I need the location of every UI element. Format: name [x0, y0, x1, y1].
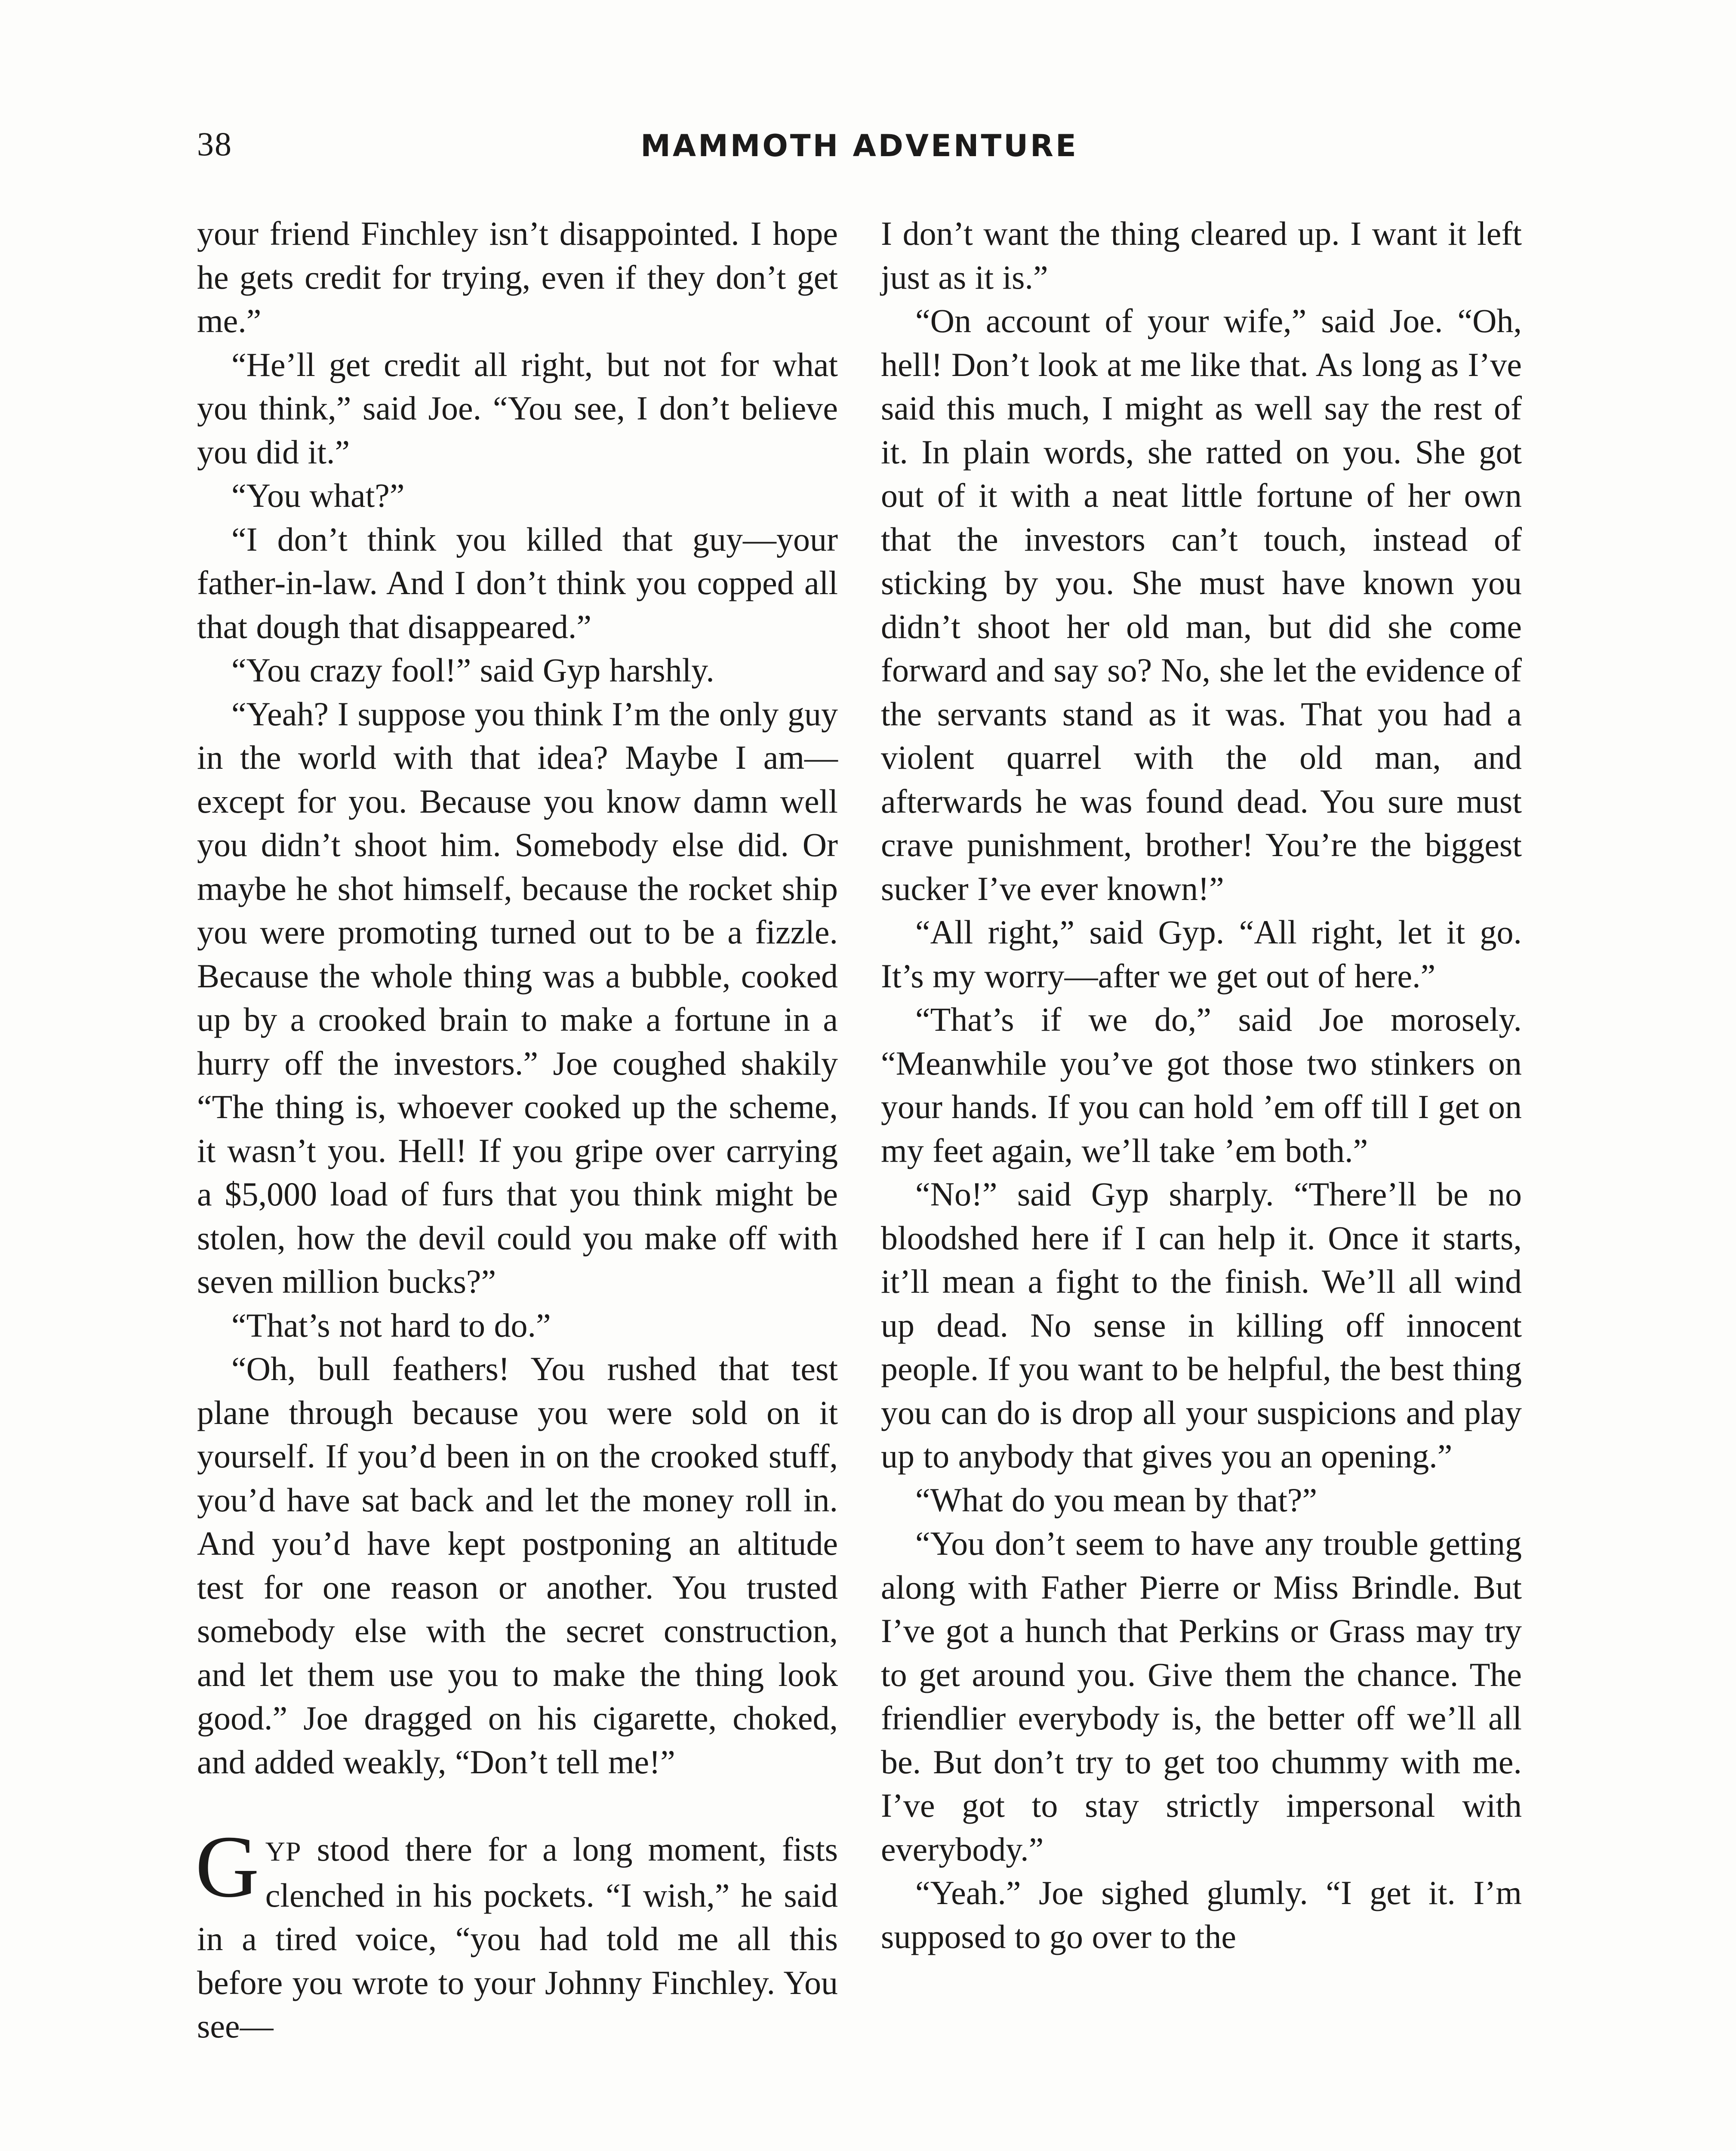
page-header — [197, 120, 1522, 172]
paragraph: “All right,” said Gyp. “All right, let it go. It’s my worry—after we get out of here.” — [881, 913, 1522, 995]
paragraph: “You crazy fool!” said Gyp harshly. — [231, 651, 714, 689]
page-number: 38 — [197, 125, 232, 163]
paragraph: “He’ll get credit all right, but not for what you think,” said Joe. “You see, I don’t believe you did it.” — [197, 345, 838, 471]
paragraph: “You what?” — [231, 477, 405, 514]
running-head: MAMMOTH ADVENTURE — [640, 128, 1078, 163]
paragraph: “No!” said Gyp sharply. “There’ll be no bloodshed here if I can help it. Once it starts, it’ll mean a fight to the finish. We’ll all wind up dead. No sense in killing off innocent people. If you want to be helpful, the best thing you can do is drop all your suspicions and play up to anybody that gives you an opening.” — [881, 1175, 1522, 1475]
paragraph: “You don’t seem to have any trouble getting along with Father Pierre or Miss Brindle. But I’ve got a hunch that Perkins or Grass may try to get around you. Give them the chance. The friendlier everybody is, the better off we’ll all be. But don’t try to get too chummy with me. I’ve got to stay strictly impersonal with everybody.” — [881, 1525, 1522, 1868]
left-column — [197, 212, 838, 2048]
paragraph: your friend Finchley isn’t disappointed. I hope he gets credit for trying, even if they don’t get me.” — [197, 215, 838, 339]
right-column — [881, 212, 1522, 1958]
paragraph: “Oh, bull feathers! You rushed that test plane through because you were sold on it yourself. If you’d been in on the crooked stuff, you’d have sat back and let the money roll in. And you’d have kept postponing an altitude test for one reason or another. You trusted somebody else with the secret construction, and let them use you to make the thing look good.” Joe dragged on his cigarette, choked, and added weakly, “Don’t tell me!” — [197, 1350, 838, 1781]
smallcaps-lead: YP — [265, 1836, 302, 1867]
paragraph: “What do you mean by that?” — [915, 1481, 1317, 1519]
paragraph: “Yeah? I suppose you think I’m the only guy in the world with that idea? Maybe I am—except for you. Because you know damn well you didn’t shoot him. Somebody else did. Or maybe he shot himself, because the rocket ship you were promoting turned out to be a fizzle. Because the whole thing was a bubble, cooked up by a crooked brain to make a fortune in a hurry off the investors.” Joe coughed shakily “The thing is, whoever cooked up the scheme, it wasn’t you. Hell! If you gripe over carrying a $5,000 load of furs that you think might be stolen, how the devil could you make off with seven million bucks?” — [197, 695, 838, 1300]
section-start-paragraph — [195, 1817, 838, 2048]
drop-cap-initial: G — [195, 1817, 259, 1916]
paragraph: “That’s not hard to do.” — [231, 1306, 551, 1344]
paragraph: “On account of your wife,” said Joe. “Oh, hell! Don’t look at me like that. As long as I’ve said this much, I might as well say the rest of it. In plain words, she ratted on you. She got out of it with a neat little fortune of her own that the investors can’t touch, instead of sticking by you. She must have known you didn’t shoot her old man, but did she come forward and say so? No, she let the evidence of the servants stand as it was. That you had a violent quarrel with the old man, and afterwards he was found dead. You sure must crave punishment, brother! You’re the biggest sucker I’ve ever known!” — [881, 302, 1522, 907]
paragraph: “I don’t think you killed that guy—your father-in-law. And I don’t think you copped all that dough that disappeared.” — [197, 520, 838, 645]
paragraph: “Yeah.” Joe sighed glumly. “I get it. I’m supposed to go over to the — [881, 1874, 1522, 1955]
paragraph: “That’s if we do,” said Joe morosely. “Meanwhile you’ve got those two stinkers on your hands. If you can hold ’em off till I get on my feet again, we’ll take ’em both.” — [881, 1001, 1522, 1169]
paragraph: I don’t want the thing cleared up. I want it left just as it is.” — [881, 215, 1522, 296]
paragraph-text: stood there for a long moment, fists clenched in his pockets. “I wish,” he said in a tired voice, “you had told me all this before you wrote to your Johnny Finchley. You see— — [197, 1831, 838, 2045]
